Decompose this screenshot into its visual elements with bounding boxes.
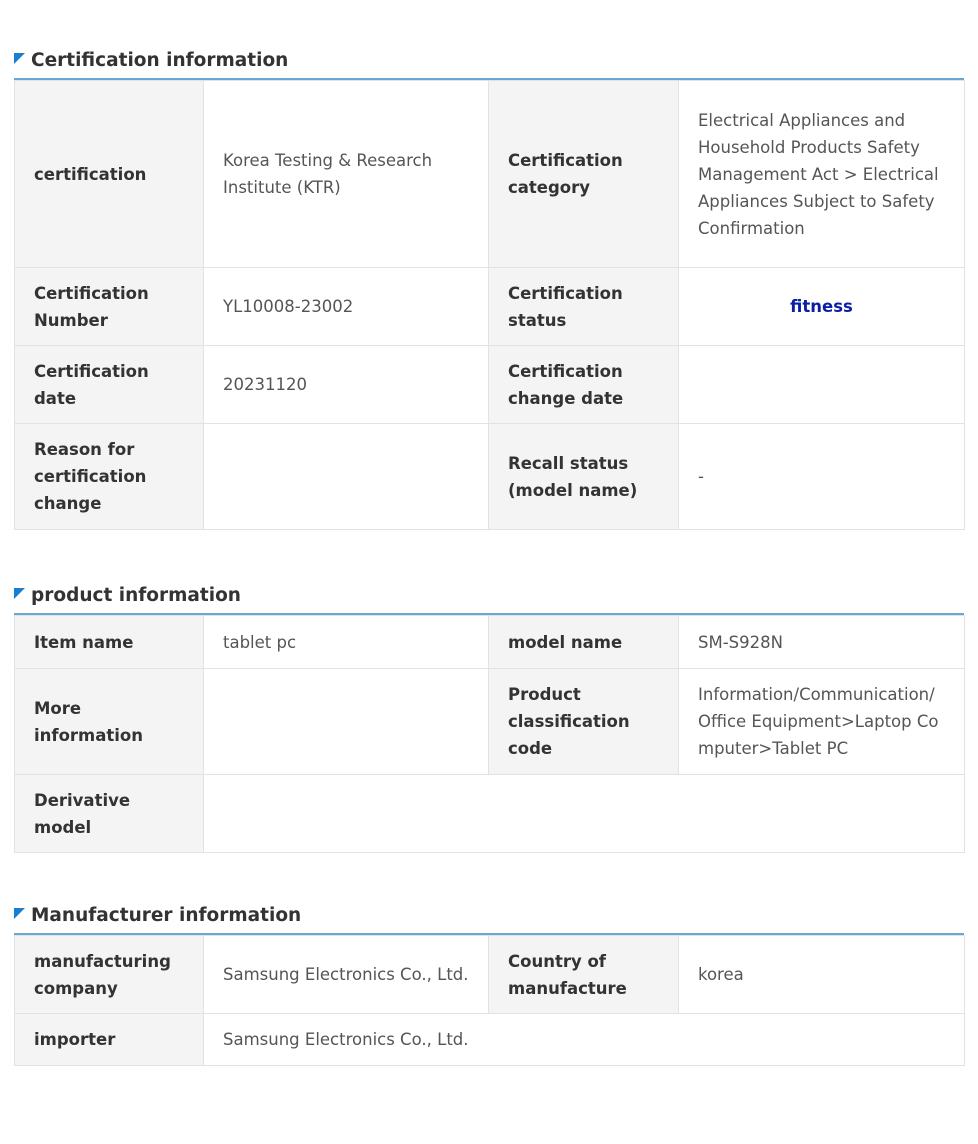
- value-reason-for-change: [204, 424, 489, 530]
- status-badge: fitness: [790, 297, 853, 316]
- table-row: [15, 669, 965, 775]
- label-certification: certification: [15, 81, 204, 268]
- table-row: [15, 616, 965, 669]
- product-table: [14, 615, 965, 853]
- value-certification-change-date: [679, 346, 965, 424]
- value-importer: Samsung Electronics Co., Ltd.: [204, 1014, 965, 1066]
- label-derivative-model: Derivative model: [15, 775, 204, 853]
- value-product-classification-code: Information/Communication/Office Equipment>Laptop Computer>Tablet PC: [679, 669, 965, 775]
- table-row: [15, 81, 965, 268]
- table-row: [15, 346, 965, 424]
- certification-section: [14, 42, 964, 530]
- value-certification-category: Electrical Appliances and Household Products Safety Management Act > Electrical Appliances Subject to Safety Confirmation: [679, 81, 965, 268]
- value-more-information: [204, 669, 489, 775]
- value-certification-number: YL10008-23002: [204, 268, 489, 346]
- certification-title: Certification information: [14, 42, 964, 80]
- label-more-information: More information: [15, 669, 204, 775]
- manufacturer-table: [14, 935, 965, 1066]
- product-section: [14, 577, 964, 853]
- table-row: [15, 424, 965, 530]
- section-marker-icon: [14, 908, 25, 919]
- table-row: [15, 936, 965, 1014]
- section-marker-icon: [14, 588, 25, 599]
- table-row: [15, 775, 965, 853]
- value-manufacturing-company: Samsung Electronics Co., Ltd.: [204, 936, 489, 1014]
- label-product-classification-code: Product classification code: [489, 669, 679, 775]
- certification-table: [14, 80, 965, 530]
- label-item-name: Item name: [15, 616, 204, 669]
- label-reason-for-change: Reason for certification change: [15, 424, 204, 530]
- label-certification-status: Certification status: [489, 268, 679, 346]
- section-marker-icon: [14, 53, 25, 64]
- value-country-of-manufacture: korea: [679, 936, 965, 1014]
- product-title: product information: [14, 577, 964, 615]
- manufacturer-section: [14, 897, 964, 1066]
- value-recall-status: -: [679, 424, 965, 530]
- label-certification-number: Certification Number: [15, 268, 204, 346]
- manufacturer-title: Manufacturer information: [14, 897, 964, 935]
- label-country-of-manufacture: Country of manufacture: [489, 936, 679, 1014]
- value-model-name: SM-S928N: [679, 616, 965, 669]
- label-recall-status: Recall status (model name): [489, 424, 679, 530]
- label-model-name: model name: [489, 616, 679, 669]
- label-manufacturing-company: manufacturing company: [15, 936, 204, 1014]
- value-certification: Korea Testing & Research Institute (KTR): [204, 81, 489, 268]
- value-derivative-model: [204, 775, 965, 853]
- value-certification-date: 20231120: [204, 346, 489, 424]
- label-certification-category: Certification category: [489, 81, 679, 268]
- value-certification-status: [679, 268, 965, 346]
- label-certification-date: Certification date: [15, 346, 204, 424]
- label-certification-change-date: Certification change date: [489, 346, 679, 424]
- value-item-name: tablet pc: [204, 616, 489, 669]
- table-row: [15, 1014, 965, 1066]
- table-row: [15, 268, 965, 346]
- label-importer: importer: [15, 1014, 204, 1066]
